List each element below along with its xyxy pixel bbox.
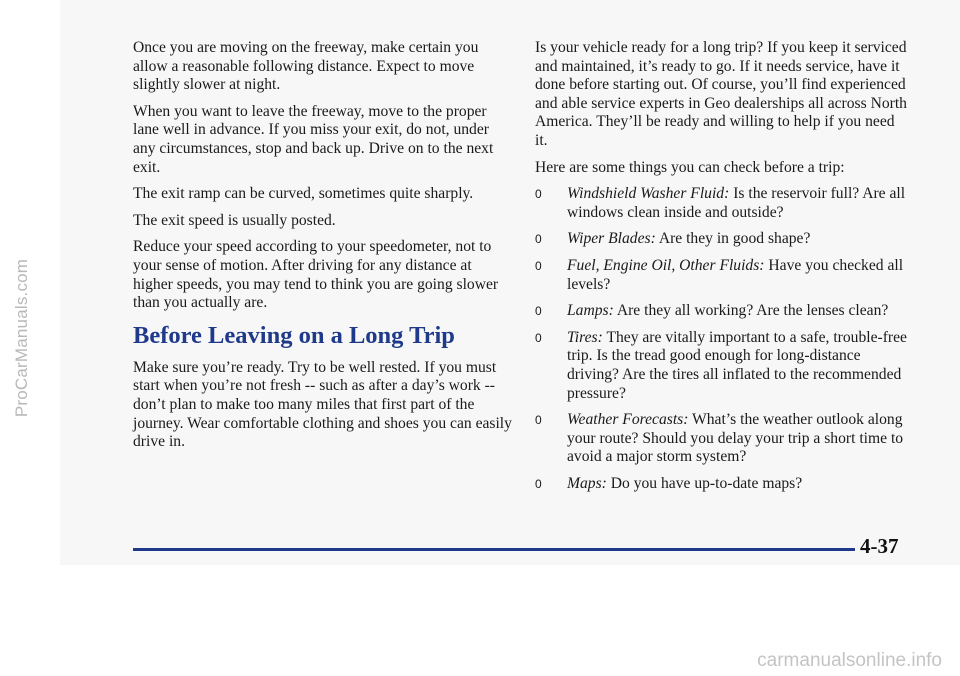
checklist-text: What’s the weather outlook along your route? Should you delay your trip a short time to avoid a major storm system? <box>567 411 904 466</box>
paragraph-checklist-intro: Here are some things you can check before a trip: <box>535 158 845 176</box>
checklist-text: Do you have up-to-date maps? <box>606 474 803 492</box>
paragraph-be-ready: Make sure you’re ready. Try to be well rested. If you must start when you’re not fresh -- such as after a day’s work -- don’t plan to make too many miles that first part of the journey. Wear comfortable clothing and shoes you can easily drive in. <box>133 358 512 451</box>
checklist-item-washer-fluid <box>535 185 907 222</box>
checklist-term: Windshield Washer Fluid: <box>567 185 730 203</box>
paragraph-vehicle-ready: Is your vehicle ready for a long trip? If you keep it serviced and maintained, it’s ready to go. If it needs service, have it done before starting out. Of course, you’ll find experienced and able service experts in Geo dealerships all across North America. They’ll be ready and willing to help if you need it. <box>535 39 907 149</box>
checklist-term: Fuel, Engine Oil, Other Fluids: <box>567 256 765 274</box>
checklist-item-weather <box>535 411 907 467</box>
checklist-item-fluids <box>535 257 907 294</box>
checklist-text: They are vitally important to a safe, trouble-free trip. Is the tread good enough for long-distance driving? Are the tires all inflated to the recommended pressure? <box>567 328 907 402</box>
left-column <box>133 39 513 460</box>
checklist-term: Weather Forecasts: <box>567 411 689 429</box>
bottom-watermark: carmanualsonline.info <box>757 650 942 671</box>
checklist-text: Is the reservoir full? Are all windows clean inside and outside? <box>567 185 906 221</box>
bullet-marker: 0 <box>535 232 542 247</box>
checklist-item-maps <box>535 475 907 494</box>
checklist-term: Lamps: <box>567 302 614 320</box>
side-watermark-text: ProCarManuals.com <box>12 258 31 418</box>
checklist-text: Have you checked all levels? <box>567 256 904 293</box>
bullet-marker: 0 <box>535 413 542 428</box>
bullet-marker: 0 <box>535 258 542 273</box>
checklist-term: Wiper Blades: <box>567 230 656 248</box>
paragraph-following-distance: Once you are moving on the freeway, make certain you allow a reasonable following distance. Expect to move slightly slower at night. <box>133 39 479 94</box>
paragraph-exit-speed: The exit speed is usually posted. <box>133 211 336 229</box>
paragraph-leave-freeway: When you want to leave the freeway, move to the proper lane well in advance. If you miss your exit, do not, under any circumstances, stop and back up. Drive on to the next exit. <box>133 102 494 176</box>
paragraph-exit-ramp: The exit ramp can be curved, sometimes quite sharply. <box>133 185 474 203</box>
checklist-text: Are they in good shape? <box>655 230 811 248</box>
checklist-text: Are they all working? Are the lenses clean? <box>613 302 889 320</box>
checklist-item-tires <box>535 329 907 403</box>
right-column <box>535 39 907 501</box>
bullet-marker: 0 <box>535 187 542 202</box>
bullet-marker: 0 <box>535 330 542 345</box>
paragraph-reduce-speed: Reduce your speed according to your speedometer, not to your sense of motion. After driving for any distance at higher speeds, you may tend to think you are going slower than you actually are. <box>133 238 499 312</box>
side-watermark <box>9 0 35 676</box>
checklist-item-lamps <box>535 302 907 321</box>
pre-trip-checklist <box>535 185 907 493</box>
checklist-item-wiper-blades <box>535 230 907 249</box>
checklist-term: Tires: <box>567 328 603 346</box>
footer-rule <box>133 548 855 551</box>
section-heading: Before Leaving on a Long Trip <box>133 321 455 349</box>
bullet-marker: 0 <box>535 476 542 491</box>
checklist-term: Maps: <box>567 474 607 492</box>
bullet-marker: 0 <box>535 304 542 319</box>
page-number: 4-37 <box>860 534 899 558</box>
